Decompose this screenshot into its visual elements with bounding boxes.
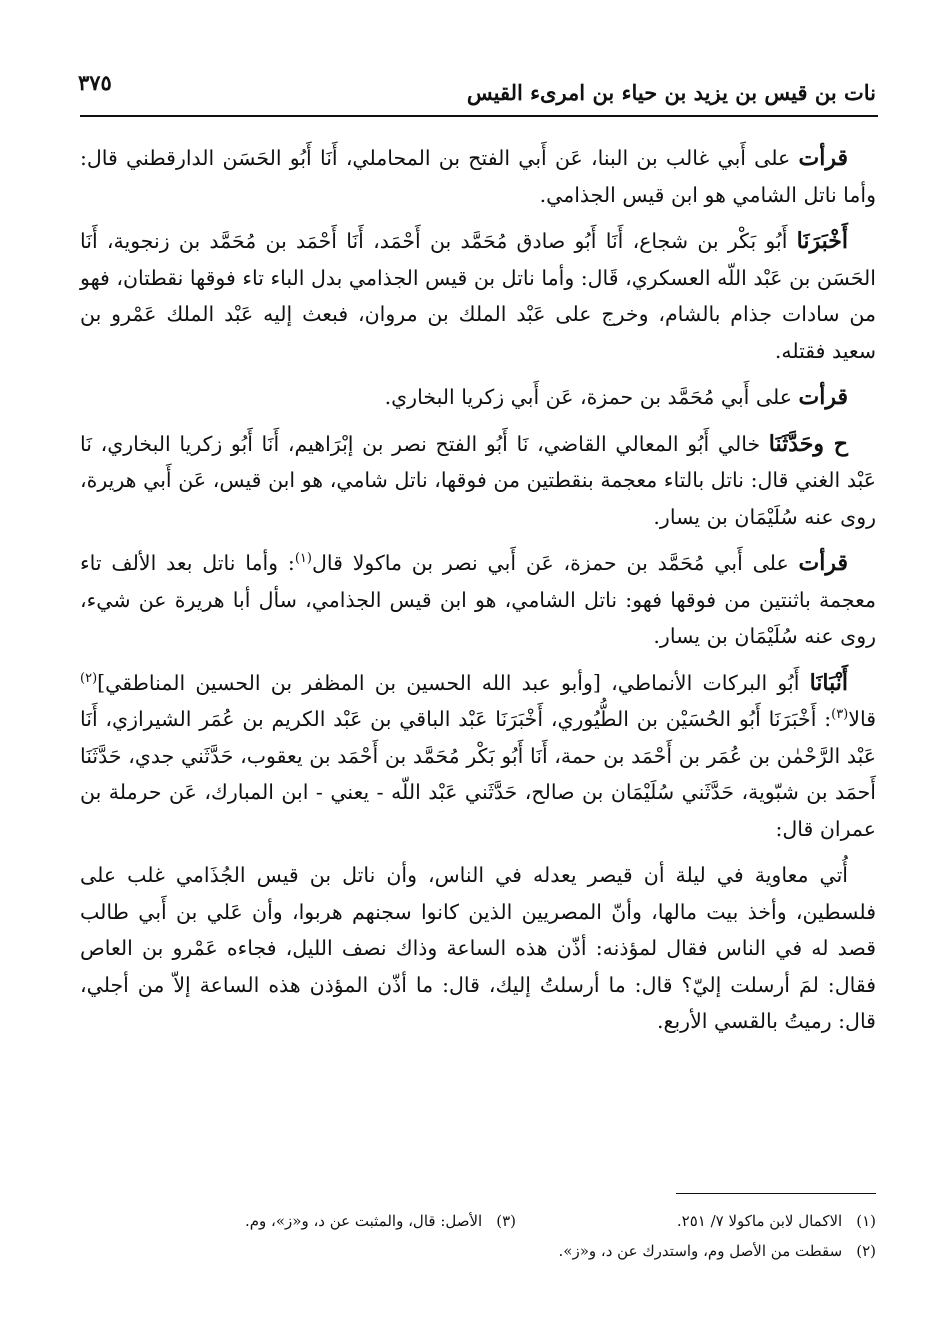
footnote-text: سقطت من الأصل وم، واستدرك عن د، و«ز».	[558, 1242, 843, 1260]
paragraph-text: أَبُو بَكْر بن شجاع، أَنَا أَبُو صادق مُحَمَّد بن أَحْمَد، أَنَا أَحْمَد بن مُحَمَّد بن زنجوية، أَنَا الحَسَن بن عَبْد اللّه العسكري، قَال: وأما ناتل بن قيس الجذامي بدل الباء تاء فوقها نقطتان، فهو من سادات جذام بالشام، وخرج على عَبْد الملك بن مروان، فبعث إليه عَبْد الملك عَمْرو بن سعيد فقتله.	[80, 229, 876, 363]
body-text	[80, 140, 876, 1050]
paragraph-text: أُتي معاوية في ليلة أن قيصر يعدله في الناس، وأن ناتل بن قيس الجُذَامي غلب على فلسطين، وأخذ بيت مالها، وأنّ المصريين الذين كانوا سجنهم هربوا، وأن عَلي بن أَبي طالب قصد له في الناس فقال لمؤذنه: أذّن هذه الساعة وذاك نصف الليل، فجاءه عَمْرو بن العاص فقال: لمَ أرسلت إليّ؟ قال: ما أرسلتُ إليك، قال: ما أذّن المؤذن هذه الساعة إلاّ من أجلي، قال: رميتُ بالقسي الأربع.	[80, 863, 876, 1033]
footnote-row	[80, 1236, 876, 1266]
paragraph-text: على أَبي غالب بن البنا، عَن أَبي الفتح بن المحاملي، أَنَا أَبُو الحَسَن الدارقطني قال: وأما ناتل الشامي هو ابن قيس الجذامي.	[80, 146, 876, 207]
paragraph-lead: أَنْبَانَا	[809, 669, 848, 696]
footnote-1	[516, 1206, 876, 1236]
paragraph-text: خالي أَبُو المعالي القاضي، نَا أَبُو الفتح نصر بن إبْرَاهيم، أَنَا أَبُو زكريا البخاري، نَا عَبْد الغني قال: ناتل بالتاء معجمة بنقطتين من فوقها، ناتل شامي، هو ابن قيس، عَن أَبي هريرة، روى عنه سُلَيْمَان بن يسار.	[80, 431, 876, 529]
paragraph-lead: قرأت	[798, 550, 848, 576]
paragraph-lead: قرأت	[798, 145, 848, 171]
paragraph-lead: قرأت	[798, 384, 848, 410]
header-rule	[80, 115, 878, 117]
page-number: ٣٧٥	[78, 70, 112, 95]
paragraph-6	[80, 665, 876, 848]
paragraph-text: أَبُو البركات الأنماطي، [وأبو عبد الله الحسين بن المظفر بن الحسين المناطقي]	[97, 670, 810, 695]
paragraph-4	[80, 426, 876, 536]
footnote-number: (٣)	[496, 1212, 516, 1230]
footnote-text: الأصل: قال، والمثبت عن د، و«ز»، وم.	[244, 1212, 483, 1230]
footnotes	[80, 1206, 876, 1266]
footnote-number: (٢)	[856, 1242, 876, 1260]
footnote-row	[80, 1206, 876, 1236]
paragraph-text: على أَبي مُحَمَّد بن حمزة، عَن أَبي زكريا البخاري.	[384, 385, 799, 409]
footnote-ref: (٢)	[80, 670, 98, 686]
paragraph-7	[80, 857, 876, 1040]
paragraph-text: على أَبي مُحَمَّد بن حمزة، عَن أَبي نصر بن ماكولا قال	[311, 551, 799, 575]
footnote-2	[276, 1236, 876, 1266]
paragraph-5	[80, 545, 876, 655]
footnote-text: الاكمال لابن ماكولا ٧/ ٢٥١.	[676, 1212, 843, 1230]
paragraph-text: : أَخْبَرَنَا أَبُو الحُسَيْن بن الطُّيُوري، أَخْبَرَنَا عَبْد الباقي بن عَبْد الكريم بن عُمَر الشيرازي، أَنَا عَبْد الرَّحْمٰن بن عُمَر بن أَحْمَد بن حمة، أَنَا أَبُو بَكْر مُحَمَّد بن أَحْمَد بن يعقوب، حَدَّثَني جدي، حَدَّثَنَا أَحمَد بن شبّوية، حَدَّثَني سُلَيْمَان بن صالح، حَدَّثَني عَبْد اللّه - يعني - ابن المبارك، عَن حرملة بن عمران قال:	[80, 707, 876, 841]
paragraph-lead: أَخْبَرَنَا	[796, 228, 848, 254]
footnote-rule	[676, 1193, 876, 1194]
paragraph-2	[80, 223, 876, 369]
paragraph-text: قالا	[848, 707, 876, 731]
paragraph-3	[80, 379, 876, 416]
footnote-ref: (١)	[294, 551, 312, 567]
paragraph-1	[80, 140, 876, 213]
footnote-3	[156, 1206, 516, 1236]
paragraph-lead: ح وحَدَّثَنَا	[768, 430, 848, 457]
footnote-number: (١)	[856, 1212, 876, 1230]
paragraph-text: : وأما ناتل بعد الألف تاء معجمة باثنتين من فوقها فهو: ناتل الشامي، هو ابن قيس الجذامي، سأل أبا هريرة عن شيء، روى عنه سُلَيْمَان بن يسار.	[80, 551, 876, 648]
footnote-ref: (٣)	[831, 707, 849, 723]
page-header	[78, 62, 876, 110]
running-title: نات بن قيس بن يزيد بن حياء بن امرىء القيس	[466, 80, 876, 105]
